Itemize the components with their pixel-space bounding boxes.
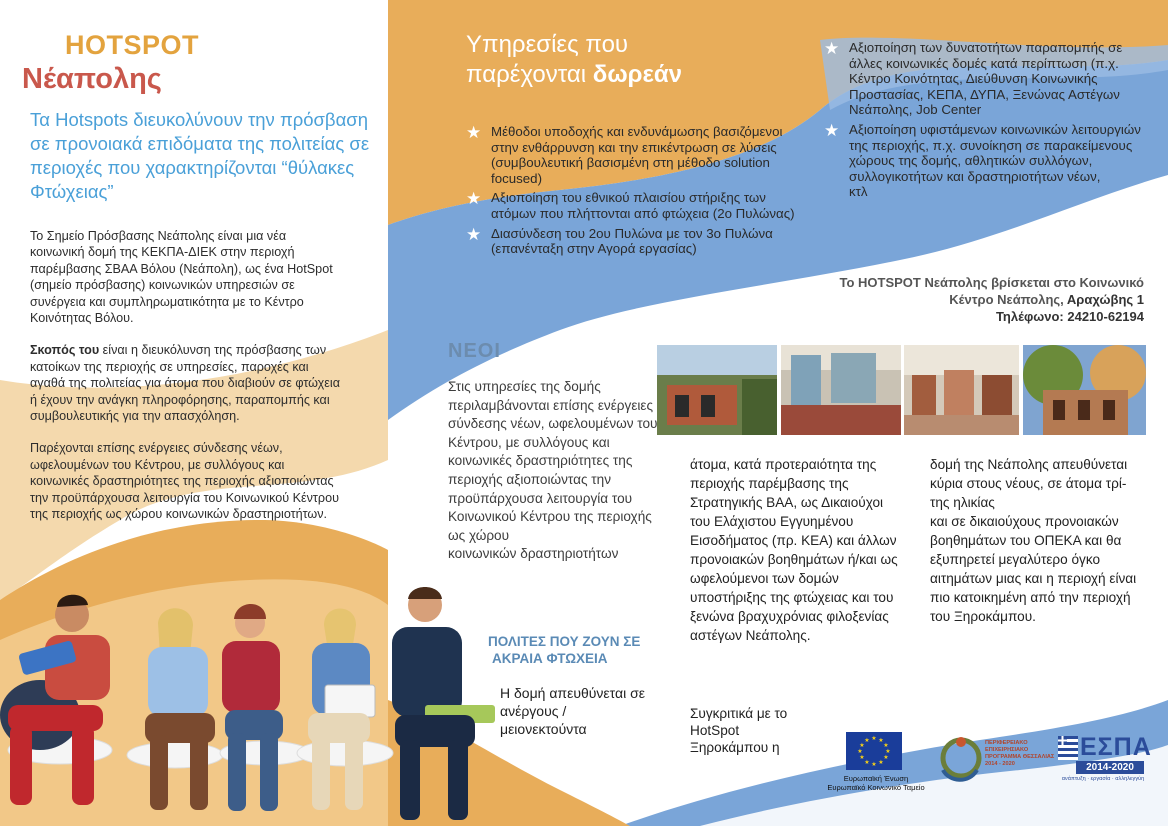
column-1-text: άτομα, κατά προτεραιότητα της περιοχής παρέμβασης της Στρατηγικής ΒΑΑ, ως Δικαιούχοι του Ελάχιστου Εγγυημένου Εισοδήματος (πρ. ΚΕΑ) και άλλων προνοιακών βοηθημάτων ή/και ως ωφελούμενοι των δομών υποστήριξης της φτώχειας και του ξενώνα βραχυχρόνιας φιλοξενίας αστέγων Νεάπολης.: [690, 457, 898, 643]
svg-text:★: ★: [857, 748, 863, 755]
services-title-line2: [466, 60, 682, 90]
location-info: [790, 274, 1144, 326]
svg-text:★: ★: [878, 737, 884, 744]
services-list-right: [824, 40, 1154, 204]
services-title-plain: παρέχονται: [466, 61, 593, 88]
espa-logo-years: 2014-2020: [1076, 761, 1144, 774]
neoi-heading: ΝΕΟΙ: [448, 340, 501, 362]
service-item: [466, 124, 796, 186]
star-icon: ★: [824, 120, 840, 140]
eu-logo-caption: [806, 774, 946, 792]
brand-neapolis: Νέαπολης: [22, 63, 162, 95]
brand-hotspot: HOTSPOT: [65, 30, 200, 60]
service-item: [466, 190, 796, 221]
intro-text: [30, 228, 340, 539]
svg-text:★: ★: [878, 759, 884, 766]
location-line1: Το HOTSPOT Νεάπολης βρίσκεται στο Κοινωνικό: [839, 275, 1144, 290]
svg-text:★: ★: [883, 742, 889, 749]
services-title-bold: δωρεάν: [592, 61, 682, 88]
pep-thessaly-logo: [935, 730, 983, 786]
star-icon: ★: [466, 123, 482, 142]
location-address: Αραχώβης 1: [1066, 292, 1144, 308]
service-item: [824, 40, 1154, 118]
services-title: [466, 30, 682, 90]
service-item: [466, 226, 796, 257]
star-icon: ★: [466, 224, 482, 244]
intro-paragraph-1: Το Σημείο Πρόσβασης Νεάπολης είναι μια νέα κοινωνική δομή της ΚΕΚΠΑ-ΔΙΕΚ στην περιοχή παρέμβασης ΣΒΑΑ Βόλου (Νεάπολη), ως ένα HotSpot (σημείο πρόσβασης) κοινωνικών υπηρεσιών σε συνέργεια και συμπληρωματικότητα με το Κέντρο Κοινότητας Βόλου.: [30, 229, 333, 326]
citizens-text: Η δομή απευθύνεται σε ανέργους / μειονεκτούντα: [500, 685, 645, 737]
svg-text:★: ★: [864, 759, 870, 766]
service-item-text: Αξιοποίηση του εθνικού πλαισίου στήριξης των ατόμων που πλήττονται από φτώχεια (2ο Πυλώνας): [491, 190, 795, 221]
intro-paragraph-3: Παρέχονται επίσης ενέργειες σύνδεσης νέων, ωφελουμένων του Κέντρου, με συλλόγους και κοινωνικές δραστηριότητες της περιοχής αξιοποιώντας την προϋπάρχουσα λειτουργία του Κοινωνικού Κέντρου της περιοχής ως χώρου κοινωνικών δραστηριοτήτων.: [30, 441, 339, 522]
intro-paragraph-2: [30, 342, 340, 424]
star-icon: ★: [466, 189, 482, 209]
services-title-line1: Υπηρεσίες που: [466, 31, 629, 58]
eu-flag-logo: [846, 732, 902, 770]
column-2-text: δομή της Νεάπολης απευθύνεται κύρια στους νέους, σε άτομα τρί- της ηλικίας και σε δικαιούχους προνοιακών βοηθημάτων του ΟΠΕΚΑ και θα εξυπηρετεί μεγαλύτερο όγκο αιτημάτων μιας και η περιοχή είναι πιο κατοικημένη από την περιοχή του Ξηροκάμπου.: [930, 457, 1137, 624]
svg-text:★: ★: [859, 754, 865, 761]
photo-interior-corridor: [781, 345, 901, 435]
pep-logo-caption: ΠΕΡΙΦΕΡΕΙΑΚΟ ΕΠΙΧΕΙΡΗΣΙΑΚΟ ΠΡΟΓΡΑΜΜΑ ΘΕΣΣΑΛΙΑΣ 2014 - 2020: [985, 740, 1055, 767]
citizens-heading-line1: ΠΟΛΙΤΕΣ ΠΟΥ ΖΟΥΝ ΣΕ: [488, 634, 641, 649]
location-center: Κέντρο Νεάπολης,: [949, 292, 1067, 308]
photo-interior-hall: [904, 345, 1019, 435]
location-line2: [790, 291, 1144, 308]
photo-building-tree: [1023, 345, 1146, 435]
service-item: [824, 122, 1154, 200]
service-item-text: Διασύνδεση του 2ου Πυλώνα με τον 3ο Πυλώνα (επανένταξη στην Αγορά εργασίας): [491, 225, 773, 257]
people-illustration: [0, 585, 530, 826]
column-1-comparison: Συγκριτικά με το HotSpot Ξηροκάμπου η: [690, 706, 788, 755]
espa-logo-word: ΕΣΠΑ: [1080, 733, 1152, 761]
svg-text:★: ★: [883, 754, 889, 761]
svg-text:★: ★: [864, 737, 870, 744]
purpose-label: Σκοπός του: [30, 343, 100, 358]
eu-fund-name: Ευρωπαϊκό Κοινωνικό Ταμείο: [827, 783, 925, 792]
greek-flag-icon: [1058, 736, 1078, 760]
svg-text:★: ★: [871, 761, 877, 768]
svg-text:★: ★: [885, 748, 891, 755]
photo-building-exterior: [657, 345, 777, 435]
neoi-text: Στις υπηρεσίες της δομής περιλαμβάνονται επίσης ενέργειες σύνδεσης νέων, ωφελουμένων του Κέντρου, με συλλόγους και κοινωνικές δραστηριότητες της περιοχής αξιοποιώντας την προϋπάρχουσα λειτουργία του Κοινωνικού Κέντρου της περιοχής ως χώρου κοινωνικών δραστηριοτήτων: [448, 379, 658, 562]
star-icon: ★: [824, 39, 840, 58]
phone-number: Τηλέφωνο: 24210-62194: [995, 309, 1144, 325]
service-item-text: Μέθοδοι υποδοχής και ενδυνάμωσης βασιζόμενοι στην ενθάρρυνση και την επικέντρωση σε λύσεις (συμβουλευτική βασισμένη στη μέθοδο solution focused): [491, 124, 783, 186]
service-item-text: Αξιοποίηση υφιστάμενων κοινωνικών λειτουργιών της περιοχής, π.χ. συνοίκηση σε παρακείμενους χώρους της δομής, αθλητικών συλλόγων, συλλογικοτήτων και δραστηριοτήτων νέων, κτλ: [849, 121, 1141, 200]
services-list-left: [466, 124, 796, 261]
eu-name: Ευρωπαϊκή Ένωση: [843, 774, 909, 783]
svg-text:★: ★: [871, 735, 877, 742]
tagline: Τα Hotspots διευκολύνουν την πρόσβαση σε προνοιακά επιδόματα της πολιτείας σε περιοχές που χαρακτηρίζονται “θύλακες Φτώχειας”: [30, 109, 370, 202]
purpose-text: είναι η διευκόλυνση της πρόσβασης των κατοίκων της περιοχής σε υπηρεσίες, παροχές και αγαθά της πολιτείας για άτομα που διαβιούν σε φτώχεια ή έχουν την ανάγκη πληροφόρησης, παραπομπής και συμβουλευτικής για την απασχόληση.: [30, 343, 340, 424]
citizens-heading-line2: ΑΚΡΑΙΑ ΦΤΩΧΕΙΑ: [492, 651, 608, 666]
citizens-heading: [488, 633, 640, 667]
svg-text:★: ★: [859, 742, 865, 749]
service-item-text: Αξιοποίηση των δυνατοτήτων παραπομπής σε άλλες κοινωνικές δομές κατά περίπτωση (π.χ. Κέντρο Κοινότητας, Διεύθυνση Κοινωνικής Προστασίας, ΚΕΠΑ, ΔΥΠΑ, Ξενώνας Αστέγων Νεάπολης, Job Center: [849, 40, 1123, 118]
espa-logo-slogan: ανάπτυξη · εργασία · αλληλεγγύη: [1061, 776, 1145, 782]
